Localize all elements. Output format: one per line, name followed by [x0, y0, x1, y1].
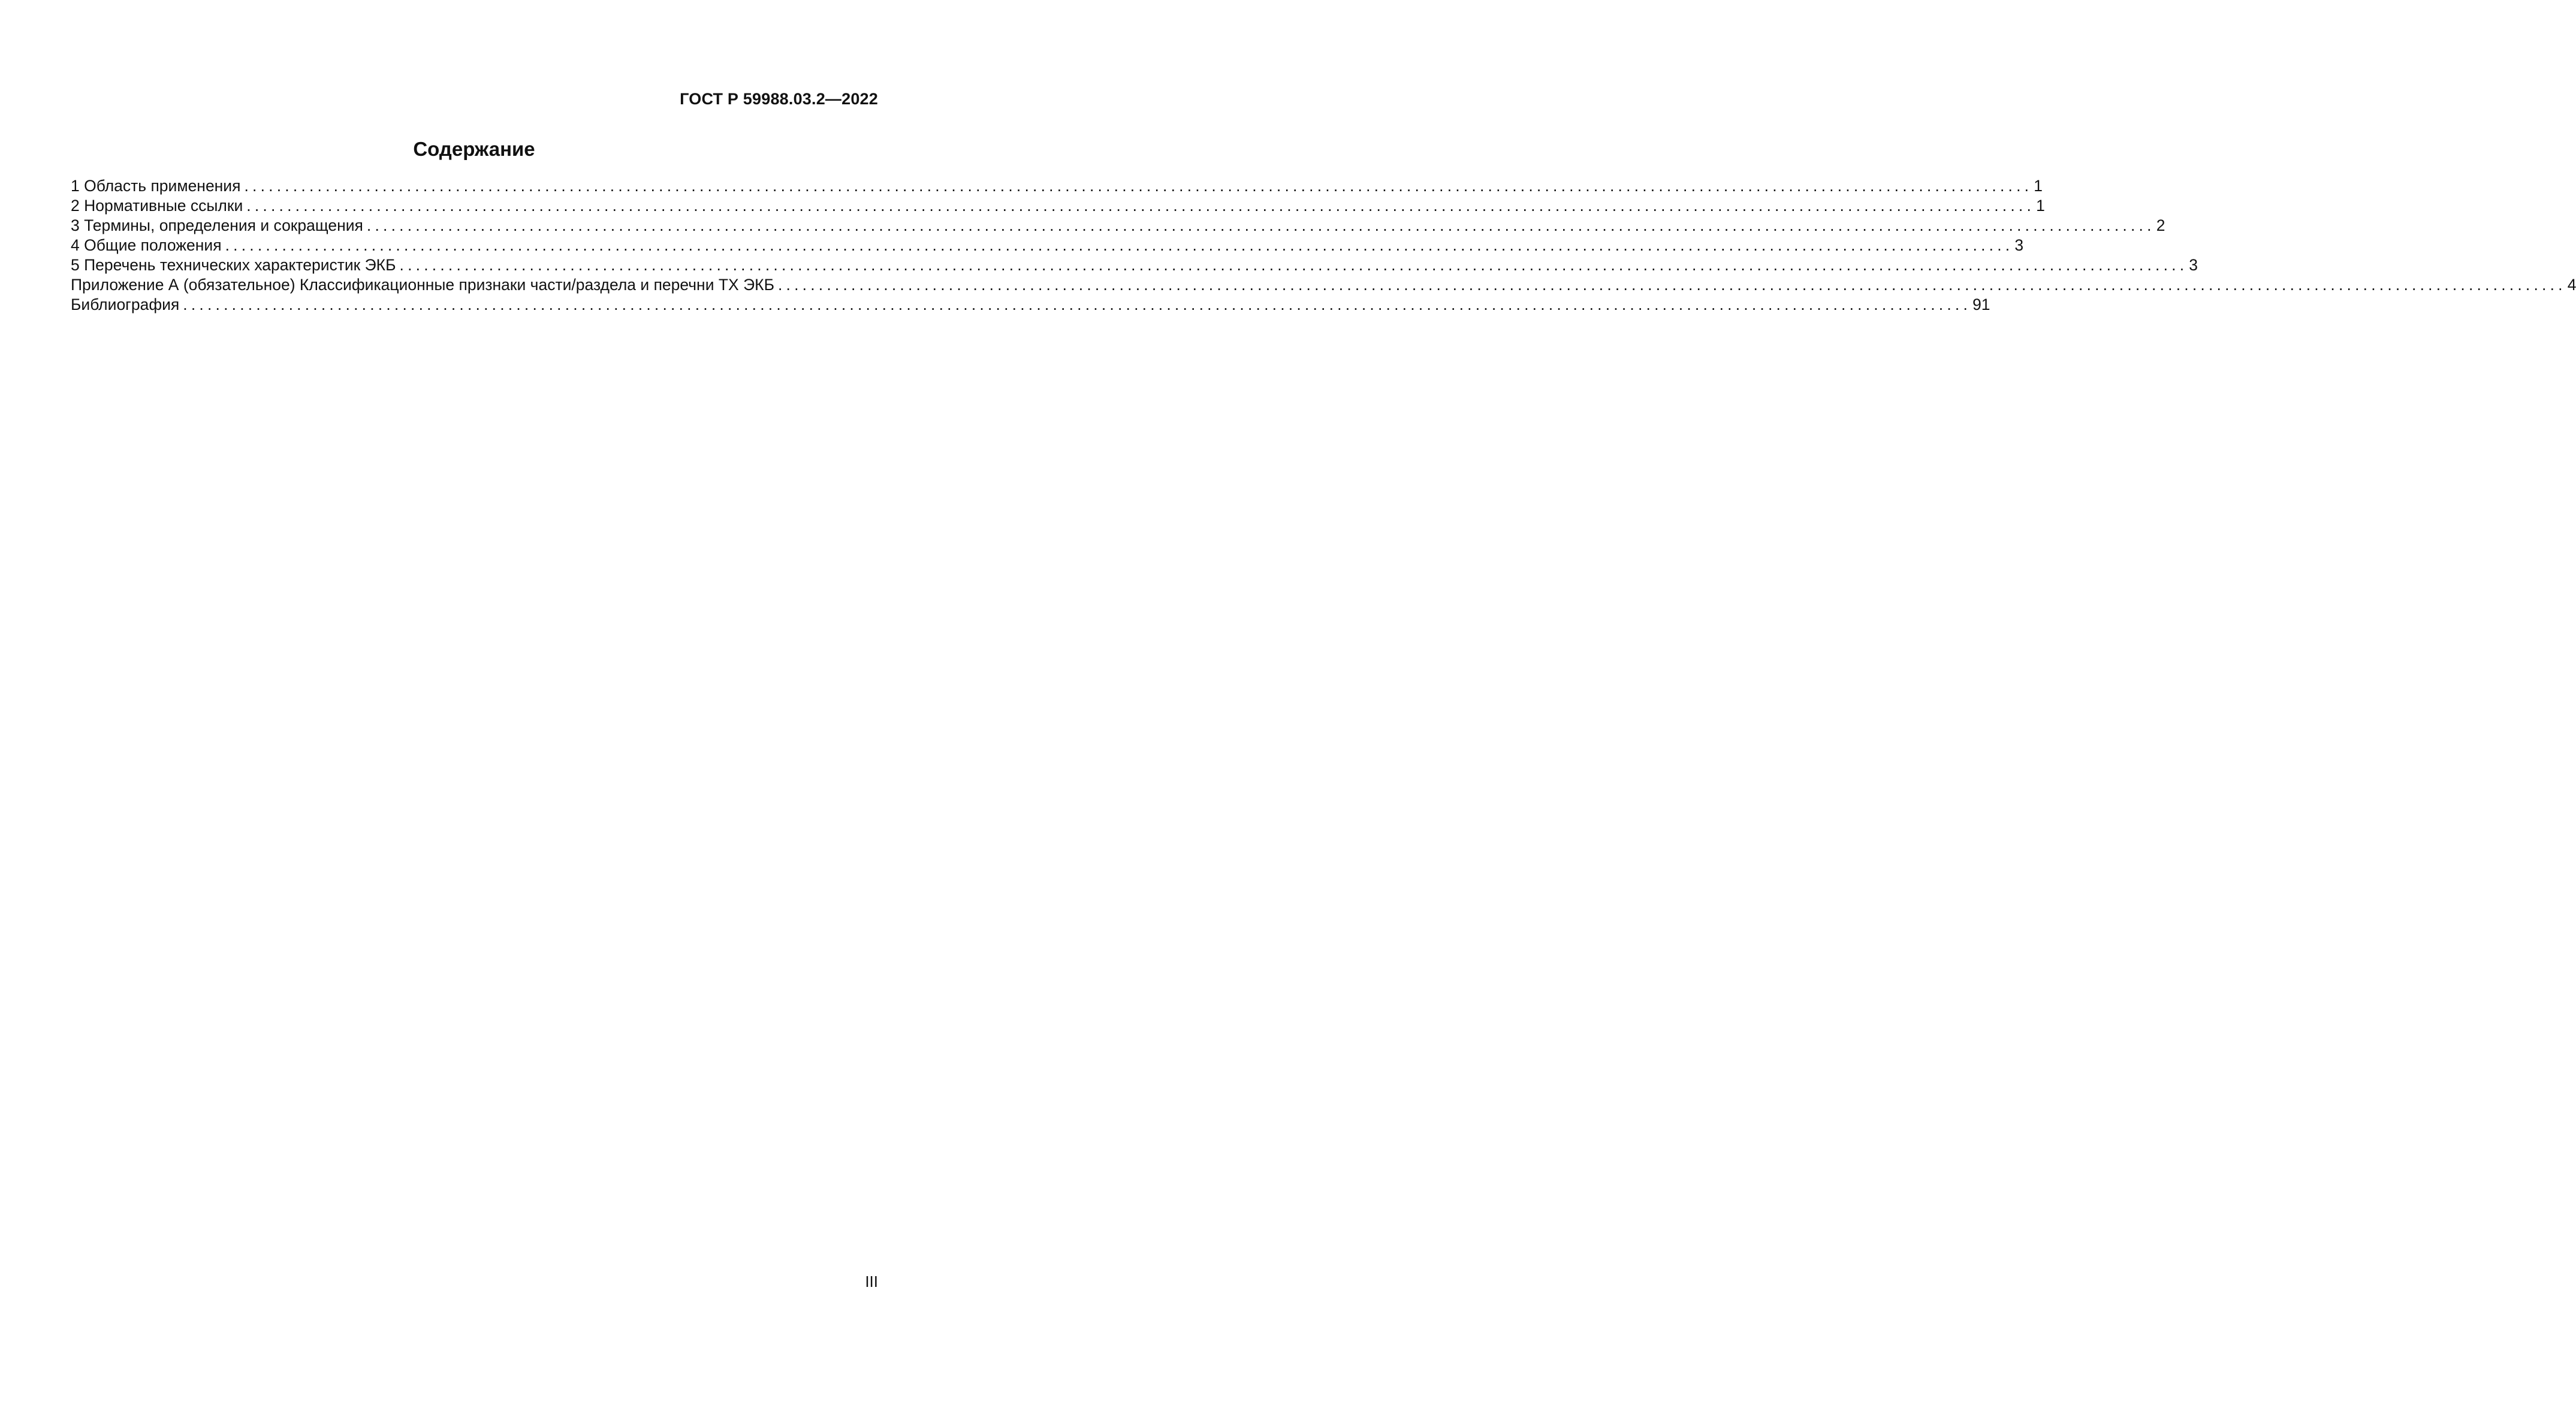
document-standard-id: ГОСТ Р 59988.03.2—2022 — [680, 90, 878, 108]
toc-entry-label: 4 Общие положения — [71, 236, 225, 255]
toc-entry-label: Приложение А (обязательное) Классификационные признаки части/раздела и перечни ТХ ЭКБ — [71, 275, 778, 295]
toc-entry-label: 2 Нормативные ссылки — [71, 196, 246, 216]
dot-leader: ............................................................................................................................................................................................................................ — [399, 256, 2188, 274]
toc-entry-scope[interactable] — [71, 176, 2043, 196]
toc-entry-page: 2 — [2156, 216, 2165, 234]
toc-entry-page: 91 — [1972, 296, 1990, 313]
page-number: III — [865, 1273, 878, 1291]
toc-entry-normative-references[interactable] — [71, 196, 2045, 216]
toc-entry-terms-definitions[interactable] — [71, 216, 2165, 236]
toc-entry-page: 4 — [2567, 276, 2576, 294]
dot-leader: ............................................................................................................................................................................................................................ — [366, 216, 2155, 234]
toc-entry-label: 5 Перечень технических характеристик ЭКБ — [71, 255, 400, 275]
dot-leader: ............................................................................................................................................................................................................................ — [183, 296, 1972, 313]
dot-leader: ............................................................................................................................................................................................................................ — [225, 236, 2014, 254]
toc-entry-bibliography[interactable] — [71, 295, 1990, 315]
toc-entry-technical-characteristics[interactable] — [71, 255, 2198, 275]
toc-entry-label: 3 Термины, определения и сокращения — [71, 216, 367, 236]
table-of-contents — [71, 176, 2576, 315]
toc-entry-appendix-a[interactable] — [71, 275, 2576, 295]
toc-entry-page: 3 — [2014, 236, 2024, 254]
toc-entry-page: 1 — [2036, 197, 2045, 215]
dot-leader: ............................................................................................................................................................................................................................ — [244, 177, 2033, 195]
dot-leader: ............................................................................................................................................................................................................................ — [246, 197, 2035, 215]
toc-entry-general-provisions[interactable] — [71, 236, 2024, 255]
toc-entry-label: 1 Область применения — [71, 176, 244, 196]
dot-leader: ............................................................................................................................................................................................................................ — [777, 276, 2566, 294]
toc-entry-page: 3 — [2189, 256, 2198, 274]
toc-entry-label: Библиография — [71, 295, 183, 315]
toc-title: Содержание — [413, 138, 535, 160]
toc-entry-page: 1 — [2034, 177, 2043, 195]
